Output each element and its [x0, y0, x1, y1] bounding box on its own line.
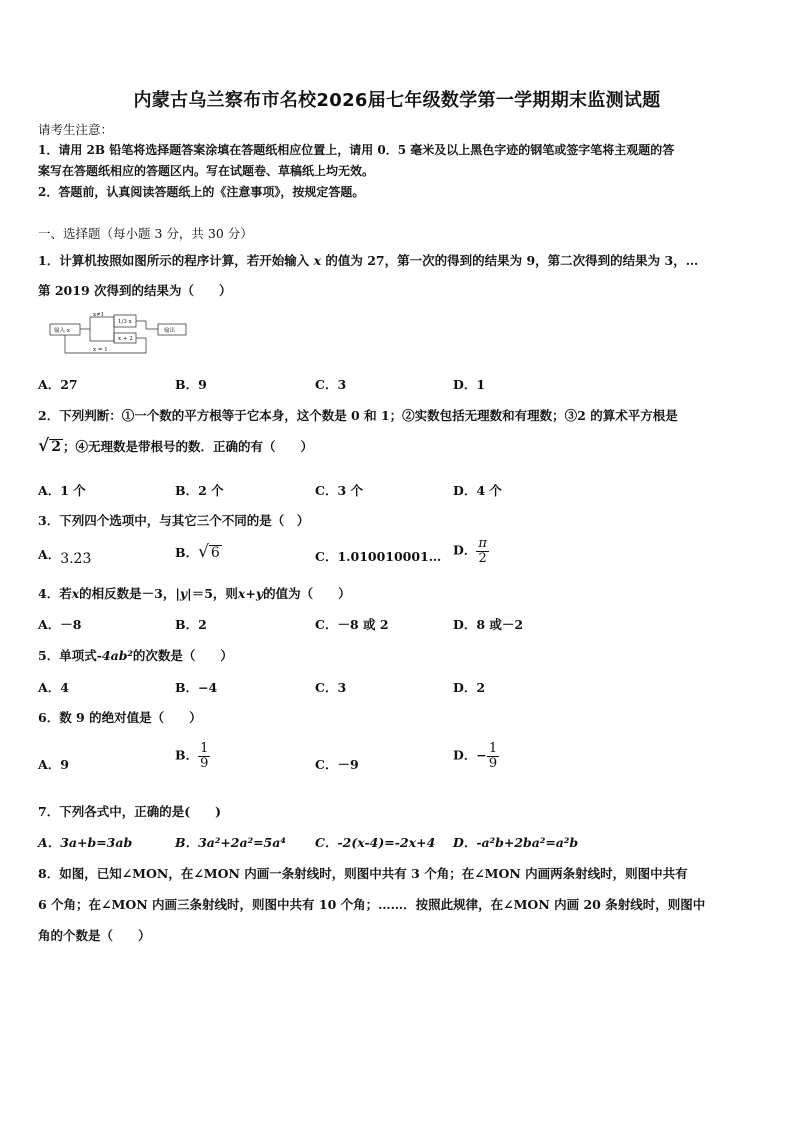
- q7-option-a[interactable]: A．3a+b=3ab: [38, 835, 133, 850]
- notice-heading: 请考生注意：: [38, 122, 114, 137]
- flow-cond-1: x≠1: [93, 312, 105, 318]
- q7-option-c[interactable]: C．-2(x-4)=-2x+4: [315, 835, 436, 850]
- sqrt-2: √ 2: [38, 436, 61, 456]
- question-3-line-1: 3．下列四个选项中，与其它三个不同的是（ ）: [38, 513, 310, 528]
- q1-option-a[interactable]: A．27: [38, 377, 78, 392]
- question-1-line-1: 1．计算机按照如图所示的程序计算，若开始输入 x 的值为 27，第一次的得到的结果为 9，第二次得到的结果为 3，…: [38, 253, 699, 268]
- q4-option-d[interactable]: D．8 或－2: [453, 617, 524, 632]
- q3-option-c[interactable]: C．1.010010001…: [315, 549, 442, 564]
- q5-option-b[interactable]: B．−4: [175, 680, 218, 695]
- q7-option-b[interactable]: B．3a²+2a²=5a⁴: [175, 835, 286, 850]
- q1-option-d[interactable]: D．1: [453, 377, 486, 392]
- notice-item-1b: 案写在答题纸相应的答题区内。写在试题卷、草稿纸上均无效。: [38, 164, 375, 178]
- question-4-line-1: 4．若x的相反数是－3，|y|＝5，则x+y的值为（ ）: [38, 586, 351, 601]
- q5-option-a[interactable]: A．4: [38, 680, 69, 695]
- q6-option-d[interactable]: D．− $\frac{1}{9}$: [453, 741, 498, 771]
- question-8-line-3: 角的个数是（ ）: [38, 928, 151, 943]
- flow-op2: x + 2: [118, 336, 133, 342]
- question-8-line-2: 6 个角；在∠MON 内画三条射线时，则图中共有 10 个角；……．按照此规律，在∠MON 内画 20 条射线时，则图中: [38, 897, 706, 912]
- q2-option-b[interactable]: B．2 个: [175, 483, 224, 498]
- q5-option-c[interactable]: C．3: [315, 680, 347, 695]
- question-1-line-2: 第 2019 次得到的结果为（ ）: [38, 283, 232, 298]
- page-title: 内蒙古乌兰察布市名校2026届七年级数学第一学期期末监测试题: [133, 90, 661, 111]
- q2-option-c[interactable]: C．3 个: [315, 483, 363, 498]
- q3-option-b[interactable]: B． √ 6: [175, 542, 220, 562]
- notice-item-2: 2．答题前，认真阅读答题纸上的《注意事项》，按规定答题。: [38, 185, 365, 199]
- flow-output-label: 输出: [164, 328, 176, 334]
- q3-option-a[interactable]: A．3.2̇3̇: [38, 547, 92, 567]
- q4-option-a[interactable]: A．－8: [38, 617, 82, 632]
- question-8-line-1: 8．如图，已知∠MON，在∠MON 内画一条射线时，则图中共有 3 个角；在∠MON 内画两条射线时，则图中共有: [38, 866, 688, 881]
- flow-input-label: 输入 x: [54, 328, 70, 334]
- question-5-line-1: 5．单项式-4ab²的次数是（ ）: [38, 648, 233, 663]
- flow-cond-2: x = 1: [93, 347, 108, 353]
- q1-option-b[interactable]: B．9: [175, 377, 207, 392]
- q5-option-d[interactable]: D．2: [453, 680, 486, 695]
- q6-option-b[interactable]: B． $\frac{1}{9}$: [175, 741, 209, 771]
- question-6-line-1: 6．数 9 的绝对值是（ ）: [38, 710, 202, 725]
- q4-option-b[interactable]: B．2: [175, 617, 207, 632]
- question-2-line-2: √ 2 ；④无理数是带根号的数．正确的有（ ）: [38, 436, 313, 456]
- q1-option-c[interactable]: C．3: [315, 377, 347, 392]
- q3-option-d[interactable]: D． $\frac{\pi}{2}$: [453, 536, 487, 566]
- q2-option-a[interactable]: A．1 个: [38, 483, 86, 498]
- q4-option-c[interactable]: C．－8 或 2: [315, 617, 389, 632]
- q6-option-a[interactable]: A．9: [38, 757, 69, 772]
- section-heading: 一、选择题（每小题 3 分，共 30 分）: [38, 226, 253, 241]
- q7-option-d[interactable]: D．-a²b+2ba²=a²b: [453, 835, 579, 850]
- flow-op1: 1/3 x: [118, 319, 132, 325]
- notice-item-1a: 1．请用 2B 铅笔将选择题答案涂填在答题纸相应位置上，请用 0．5 毫米及以上黑色字迹的钢笔或签字笔将主观题的答: [38, 143, 675, 157]
- program-flowchart: [46, 309, 206, 355]
- q2-option-d[interactable]: D．4 个: [453, 483, 502, 498]
- q6-option-c[interactable]: C．－9: [315, 757, 359, 772]
- question-2-line-1: 2．下列判断：①一个数的平方根等于它本身，这个数是 0 和 1；②实数包括无理数和有理数；③2 的算术平方根是: [38, 408, 678, 423]
- question-7-line-1: 7．下列各式中，正确的是( ): [38, 804, 222, 819]
